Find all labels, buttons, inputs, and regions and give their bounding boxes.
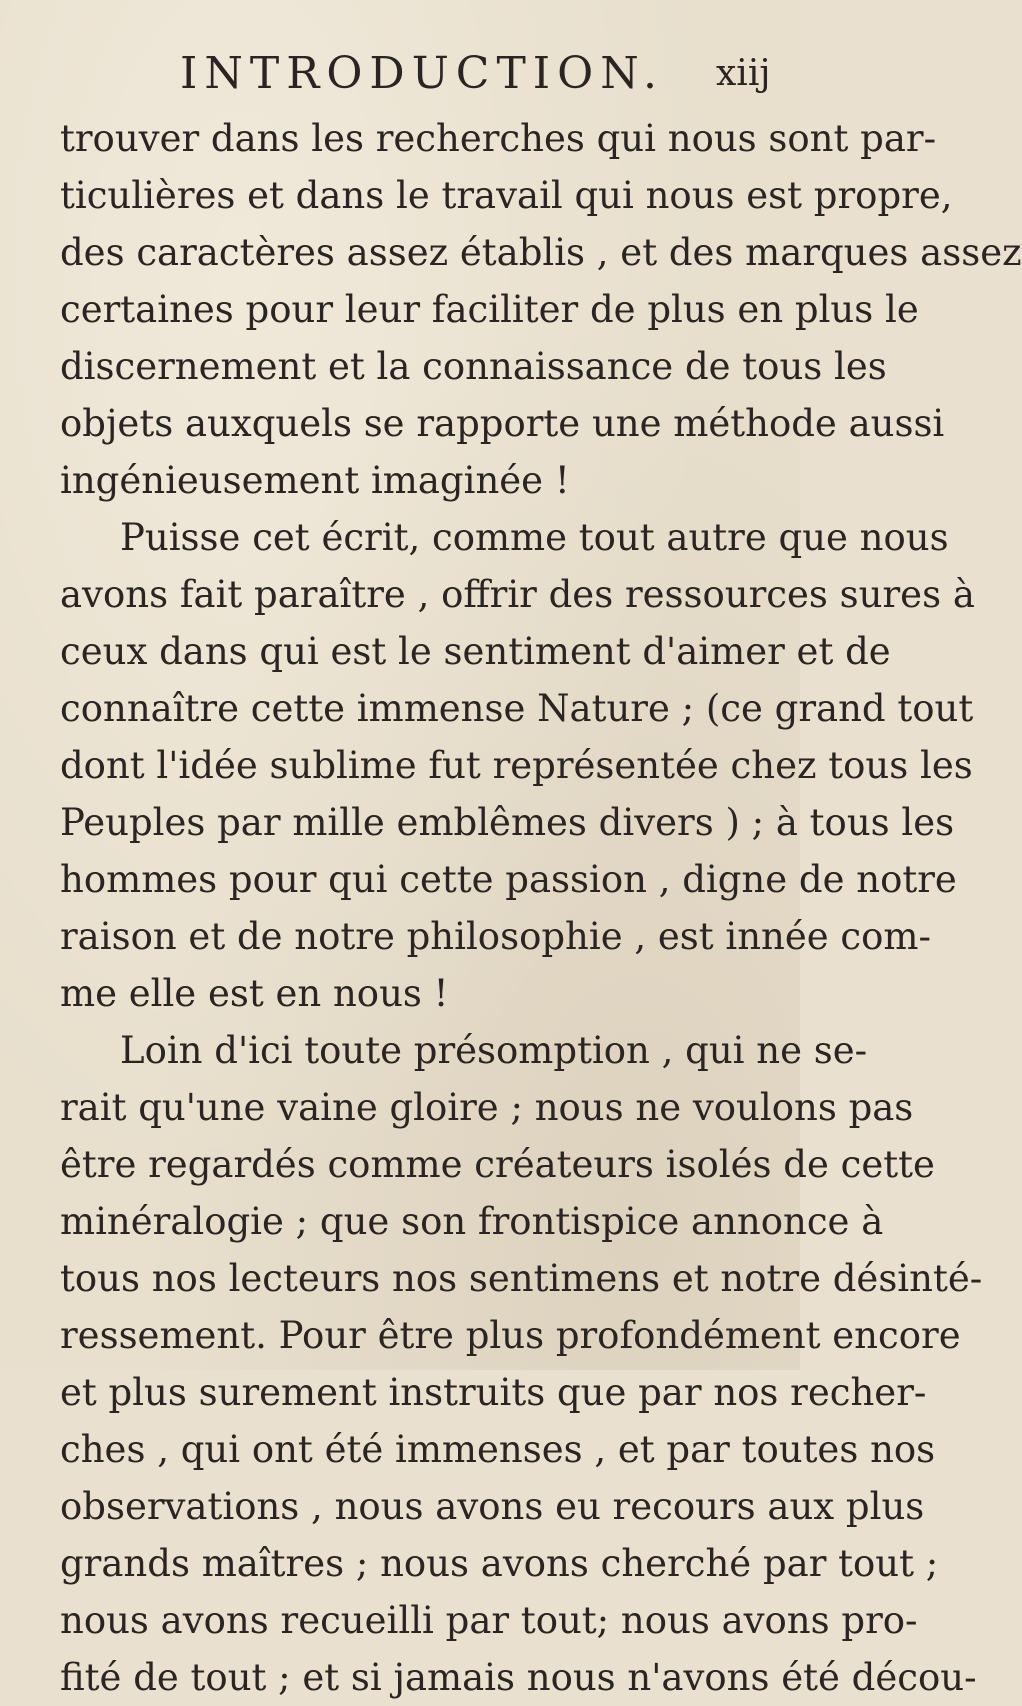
text-line: me elle est en nous ! — [60, 972, 449, 1015]
text-line: ches , qui ont été immenses , et par toutes nos — [60, 1428, 936, 1471]
text-line: minéralogie ; que son frontispice annonce à — [60, 1200, 884, 1243]
text-line: grands maîtres ; nous avons cherché par tout ; — [60, 1542, 939, 1585]
paragraph-3 — [60, 1022, 983, 1706]
text-line: certaines pour leur faciliter de plus en plus le — [60, 288, 919, 331]
running-title: INTRODUCTION. — [180, 48, 664, 99]
text-line: des caractères assez établis , et des marques assez — [60, 231, 1022, 274]
text-line: ressement. Pour être plus profondément encore — [60, 1314, 961, 1357]
text-line: ticulières et dans le travail qui nous est propre, — [60, 174, 953, 217]
page-header — [0, 44, 800, 104]
text-line: et plus surement instruits que par nos recher- — [60, 1371, 927, 1414]
text-line: Peuples par mille emblêmes divers ) ; à tous les — [60, 801, 955, 844]
text-line: trouver dans les recherches qui nous sont par- — [60, 117, 937, 160]
text-line: observations , nous avons eu recours aux plus — [60, 1485, 925, 1528]
text-line: hommes pour qui cette passion , digne de notre — [60, 858, 957, 901]
text-line: fité de tout ; et si jamais nous n'avons été décou- — [60, 1656, 977, 1699]
text-line: objets auxquels se rapporte une méthode aussi — [60, 402, 945, 445]
text-line: discernement et la connaissance de tous les — [60, 345, 887, 388]
body-text — [60, 110, 1022, 1706]
text-line: Loin d'ici toute présomption , qui ne se- — [120, 1029, 868, 1072]
text-line: raison et de notre philosophie , est innée com- — [60, 915, 932, 958]
text-line: connaître cette immense Nature ; (ce grand tout — [60, 687, 974, 730]
text-line: avons fait paraître , offrir des ressources sures à — [60, 573, 975, 616]
text-line: tous nos lecteurs nos sentimens et notre désinté- — [60, 1257, 983, 1300]
text-line: nous avons recueilli par tout; nous avons pro- — [60, 1599, 918, 1642]
paragraph-2 — [60, 509, 975, 1022]
text-line: ceux dans qui est le sentiment d'aimer et de — [60, 630, 891, 673]
text-line: dont l'idée sublime fut représentée chez tous les — [60, 744, 973, 787]
paragraph-1 — [60, 110, 1022, 509]
text-line: ingénieusement imaginée ! — [60, 459, 570, 502]
text-line: être regardés comme créateurs isolés de cette — [60, 1143, 935, 1186]
text-line: Puisse cet écrit, comme tout autre que nous — [120, 516, 949, 559]
text-line: rait qu'une vaine gloire ; nous ne voulons pas — [60, 1086, 914, 1129]
page-number: xiij — [716, 53, 771, 94]
